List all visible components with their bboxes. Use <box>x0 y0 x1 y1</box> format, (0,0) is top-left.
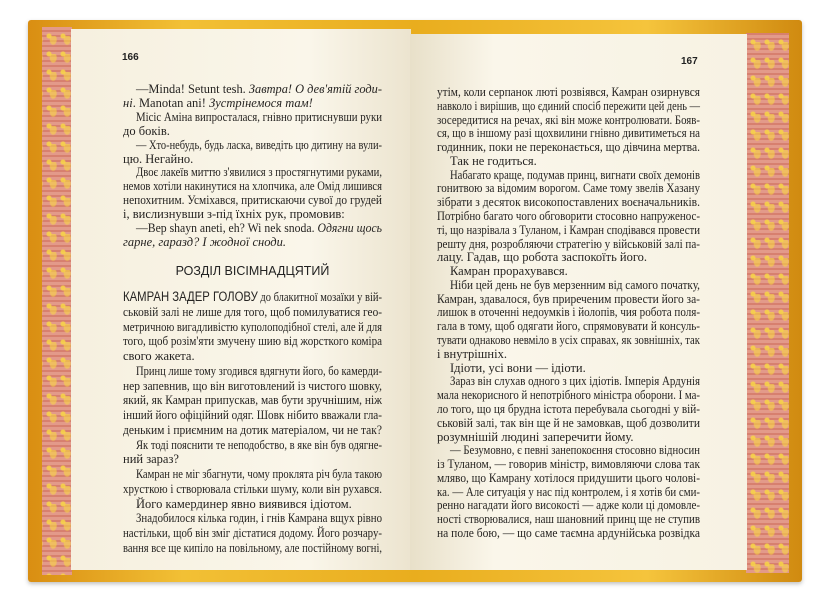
text-line <box>437 347 700 361</box>
text-segment: свого жакета. <box>123 349 195 363</box>
text-segment: —Minda! Setunt tesh. <box>136 82 249 96</box>
text-segment: до блакитної мозаїки у вій- <box>257 290 382 304</box>
text-segment: Ідіоти, усі вони — ідіоти. <box>450 360 586 375</box>
text-segment: Місіс Аміна випросталася, гнівно притиснувши руки <box>136 109 382 124</box>
page-edges-right <box>746 33 789 573</box>
text-segment: ло того, що ця брудна істота перебувала сьогодні у вій- <box>437 401 700 416</box>
text-segment: Як тоді пояснити те неподобство, в яке він був одягне- <box>136 437 382 452</box>
text-line <box>437 195 700 209</box>
text-line <box>437 305 700 319</box>
text-line <box>123 193 382 207</box>
text-line <box>136 165 382 179</box>
text-segment: гарне, гаразд? І жодної сноди. <box>123 234 287 249</box>
text-segment: . Manotan ani! <box>132 95 210 110</box>
text-line <box>437 388 700 402</box>
chapter-heading: РОЗДІЛ ВІСІМНАДЦЯТИЙ <box>175 264 330 278</box>
text-segment: навколо і вирішив, що єдиний спосіб пережити цей день — <box>437 98 700 113</box>
text-line <box>437 430 700 444</box>
text-segment: настільки, щоб він зміг дістатися додому. Його розчару- <box>123 526 382 540</box>
text-segment: і внутрішніх. <box>437 346 507 361</box>
text-line <box>450 361 700 375</box>
text-segment: —Bep shayn aneti, eh? Wi nek snoda. <box>136 221 318 235</box>
text-segment: — Безумовно, є певні занепокоєння стосовно відносин <box>450 443 700 458</box>
text-line <box>437 85 700 99</box>
text-segment: метричною вигадливістю куполоподібної стелі, але й для <box>123 319 382 334</box>
text-segment: розумнішій людині заперечити йому. <box>437 429 634 444</box>
text-line <box>437 402 700 416</box>
text-line <box>450 278 700 292</box>
text-segment: Камран, здавалося, був приреченим провести його за- <box>437 291 700 306</box>
text-line <box>123 349 382 363</box>
text-segment: тувати однаково невміло в усіх справах, як зовнішніх, так <box>437 333 700 348</box>
text-segment: і, вислизнувши з-під їхніх рук, промовив: <box>123 207 345 222</box>
text-line <box>437 126 700 140</box>
text-segment: Потрібно багато чого обговорити стосовно напруженос- <box>437 209 700 224</box>
text-segment: вання все ще кипіло на повільному, але постійному вогні, <box>123 540 382 555</box>
text-line <box>450 374 700 388</box>
text-segment: на поле бою, — що саме таємна ардунійська розвідка <box>437 525 700 540</box>
chapter-opening-caps: КАМРАН ЗАДЕР ГОЛОВУ <box>123 289 258 304</box>
text-line <box>437 237 700 251</box>
text-line <box>136 364 382 378</box>
text-segment: решту дня, розробляючи стратегію у військовій залі па- <box>437 236 700 251</box>
text-segment: того, щоб розім'яти змучену шию від жорсткого коміра <box>123 334 382 349</box>
page-edges-left <box>42 27 72 575</box>
text-segment: Зустрінемося там! <box>209 95 313 110</box>
text-segment: Набагато краще, подумав принц, вигнати своїх демонів <box>450 167 700 182</box>
text-line <box>136 221 382 235</box>
text-segment: до боків. <box>123 123 170 138</box>
text-segment: ні <box>123 95 133 110</box>
text-line <box>123 96 382 110</box>
text-line <box>136 110 382 124</box>
text-segment: із Туланом, — говорив міністр, вимовляючи слова так <box>437 457 700 472</box>
text-line <box>437 209 700 223</box>
text-line <box>450 168 700 182</box>
text-segment: Його камердинер явно виявився ідіотом. <box>136 496 352 511</box>
text-segment: Ніби цей день не був мерзенним від самого початку, <box>450 277 700 292</box>
text-segment: гала в тому, щоб одягати його, спрямовувати й консуль- <box>437 319 700 334</box>
text-segment: ті, що назрівала з Туланом, і Камран сподівався провести <box>437 222 700 237</box>
text-line <box>450 443 700 457</box>
page-number-right: 167 <box>681 56 698 67</box>
text-segment: Принц лише тому згодився вдягнути його, бо камерди- <box>136 363 382 378</box>
text-line <box>123 235 382 249</box>
text-line <box>437 223 700 237</box>
text-line <box>123 379 382 393</box>
text-line <box>123 207 382 221</box>
text-line <box>136 497 382 511</box>
text-line <box>437 416 700 430</box>
text-segment: лишок в оточенні недоумків і йолопів, чия робота поля- <box>437 305 700 320</box>
text-segment: Зараз він слухав одного з цих ідіотів. Імперія Ардунія <box>450 374 700 389</box>
text-segment: Камран не міг збагнути, чому проклята річ була такою <box>136 467 382 481</box>
text-line <box>437 471 700 485</box>
text-segment: утім, коли серпанок люті розвіявся, Камран озирнувся <box>437 85 700 99</box>
text-line <box>437 319 700 333</box>
text-segment: ся, що в іншому разі щохвилини гнівно дивитиметься на <box>437 126 700 141</box>
text-segment: немов хотіли накинутися на хлопчика, але Омід лишився <box>123 179 382 194</box>
text-line <box>437 526 700 540</box>
text-line <box>437 250 700 264</box>
text-line <box>437 292 700 306</box>
text-line <box>123 408 382 422</box>
text-segment: Камран прорахувався. <box>450 264 568 279</box>
text-segment: ка. — Але ситуація у нас під контролем, і я хотів би сми- <box>437 484 700 499</box>
text-segment: лацу. Гадав, що робота заспокоїть його. <box>437 250 648 265</box>
text-segment: який, як Камран припускав, мав бути зручнішим, ніж <box>123 393 382 408</box>
page-number-left: 166 <box>122 52 139 63</box>
text-segment: непохитним. Усміхався, притискаючи сувої до грудей <box>123 193 382 208</box>
text-line <box>123 526 382 540</box>
text-segment: деньким і приємним на дотик матеріалом, чи не так? <box>123 422 382 437</box>
text-segment: Двоє лакеїв миттю з'явилися з простягнутими руками, <box>136 165 382 180</box>
text-line <box>437 512 700 526</box>
text-segment: Одягни щось <box>317 221 382 235</box>
text-line <box>123 482 382 496</box>
text-line <box>136 82 382 96</box>
text-segment: зосередитися на речах, які він може контролювати. Бояв- <box>437 112 700 127</box>
text-segment: — Хто-небудь, будь ласка, виведіть цю дитину на вули- <box>136 137 382 152</box>
text-line <box>437 485 700 499</box>
text-line <box>123 452 382 466</box>
text-segment: цю. Негайно. <box>123 151 194 166</box>
text-line <box>437 498 700 512</box>
text-line <box>437 140 700 154</box>
text-line <box>437 99 700 113</box>
text-line <box>437 333 700 347</box>
text-line <box>437 181 700 195</box>
text-line <box>123 124 382 138</box>
text-line <box>123 152 382 166</box>
text-segment: Завтра! О дев'ятій годи- <box>248 82 382 96</box>
text-line <box>123 290 382 304</box>
text-segment: гонитвою за відомим ворогом. Саме тому звелів Хазану <box>437 181 700 196</box>
text-line <box>450 264 700 278</box>
text-line <box>136 511 382 525</box>
text-segment: зібрати з десяток високопоставлених воєначальників. <box>437 195 700 210</box>
text-segment: ний зараз? <box>123 452 179 467</box>
text-line <box>123 541 382 555</box>
text-line <box>437 113 700 127</box>
text-line <box>136 138 382 152</box>
text-line <box>123 305 382 319</box>
text-line <box>123 393 382 407</box>
text-line <box>136 438 382 452</box>
text-line <box>123 334 382 348</box>
text-segment: ності створювалися, наш шановний принц ще не ступив <box>437 512 700 527</box>
text-line <box>136 467 382 481</box>
text-segment: мала некорисного й непотрібного міністра оборони. І ма- <box>437 388 700 403</box>
text-line <box>437 457 700 471</box>
text-segment: Так не годиться. <box>450 153 537 168</box>
text-segment: годинник, поки не переконається, що дівчина мертва. <box>437 140 700 155</box>
text-segment: нер запевнив, що він виготовлений із чистого шовку, <box>123 378 382 393</box>
text-line <box>123 320 382 334</box>
text-segment: мляво, що Камрану хотілося придушити цього чолові- <box>437 470 700 485</box>
text-segment: інший його офіційний одяг. Шовк нібито вважали гла- <box>123 408 382 422</box>
text-segment: ренно нагадати його високості — адже коли ці домовле- <box>437 498 700 513</box>
text-line <box>123 423 382 437</box>
text-line <box>450 154 700 168</box>
text-segment: ськовій залі, так він ще й не замовкав, щоб дозволити <box>437 415 700 430</box>
text-line <box>123 179 382 193</box>
text-segment: Знадобилося кілька годин, і гнів Камрана вщух рівно <box>136 511 382 526</box>
text-segment: хрусткою і створювала стільки шуму, коли він рухався. <box>123 481 382 496</box>
text-segment: ськовій залі не лише для того, щоб помилуватися гео- <box>123 304 382 319</box>
